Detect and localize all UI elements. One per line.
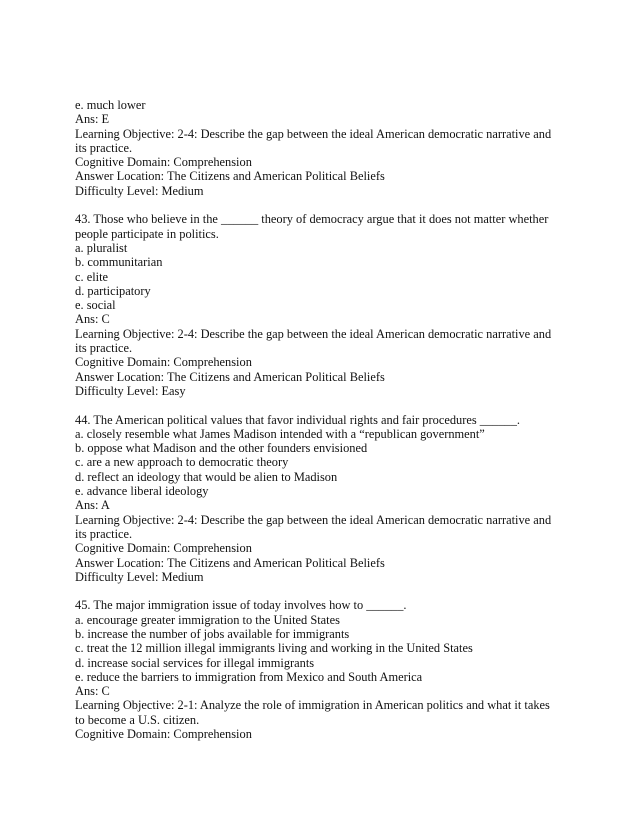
learning-objective-cont: to become a U.S. citizen. bbox=[75, 712, 200, 727]
question-block-42-tail bbox=[75, 98, 565, 198]
learning-objective-cont: its practice. bbox=[75, 526, 133, 541]
answer-key: Ans: C bbox=[75, 312, 110, 327]
answer-location: Answer Location: The Citizens and American Political Beliefs bbox=[75, 169, 385, 184]
learning-objective: Learning Objective: 2-4: Describe the gap between the ideal American democratic narrative and bbox=[75, 126, 552, 141]
answer-key: Ans: E bbox=[75, 112, 110, 127]
answer-option-a: a. pluralist bbox=[75, 240, 128, 255]
answer-option-d: d. reflect an ideology that would be alien to Madison bbox=[75, 469, 338, 484]
answer-option-e: e. social bbox=[75, 298, 116, 313]
question-stem-cont: people participate in politics. bbox=[75, 226, 219, 241]
cognitive-domain: Cognitive Domain: Comprehension bbox=[75, 155, 252, 170]
answer-key: Ans: C bbox=[75, 684, 110, 699]
answer-option-d: d. participatory bbox=[75, 283, 151, 298]
learning-objective: Learning Objective: 2-4: Describe the gap between the ideal American democratic narrative and bbox=[75, 326, 552, 341]
question-block-44 bbox=[75, 413, 565, 585]
question-stem: 43. Those who believe in the ______ theory of democracy argue that it does not matter whether bbox=[75, 212, 549, 227]
answer-option-d: d. increase social services for illegal immigrants bbox=[75, 655, 315, 670]
difficulty-level: Difficulty Level: Easy bbox=[75, 383, 186, 398]
answer-option-c: c. elite bbox=[75, 269, 109, 284]
page-content bbox=[75, 98, 565, 741]
learning-objective: Learning Objective: 2-4: Describe the gap between the ideal American democratic narrative and bbox=[75, 512, 552, 527]
answer-key: Ans: A bbox=[75, 498, 110, 513]
question-block-45 bbox=[75, 598, 565, 741]
answer-option-b: b. communitarian bbox=[75, 255, 163, 270]
cognitive-domain: Cognitive Domain: Comprehension bbox=[75, 355, 252, 370]
answer-option-e: e. much lower bbox=[75, 98, 146, 112]
answer-option-b: b. oppose what Madison and the other founders envisioned bbox=[75, 441, 368, 456]
learning-objective-cont: its practice. bbox=[75, 140, 133, 155]
answer-location: Answer Location: The Citizens and American Political Beliefs bbox=[75, 555, 385, 570]
difficulty-level: Difficulty Level: Medium bbox=[75, 569, 204, 584]
answer-location: Answer Location: The Citizens and American Political Beliefs bbox=[75, 369, 385, 384]
answer-option-e: e. advance liberal ideology bbox=[75, 484, 209, 499]
answer-option-e: e. reduce the barriers to immigration from Mexico and South America bbox=[75, 669, 423, 684]
answer-option-c: c. are a new approach to democratic theory bbox=[75, 455, 289, 470]
answer-option-c: c. treat the 12 million illegal immigrants living and working in the United States bbox=[75, 641, 473, 656]
answer-option-a: a. closely resemble what James Madison intended with a “republican government” bbox=[75, 426, 485, 441]
answer-option-a: a. encourage greater immigration to the United States bbox=[75, 612, 340, 627]
difficulty-level: Difficulty Level: Medium bbox=[75, 183, 204, 198]
answer-option-b: b. increase the number of jobs available for immigrants bbox=[75, 626, 350, 641]
cognitive-domain: Cognitive Domain: Comprehension bbox=[75, 541, 252, 556]
question-stem: 45. The major immigration issue of today involves how to ______. bbox=[75, 598, 407, 613]
learning-objective: Learning Objective: 2-1: Analyze the role of immigration in American politics and what it takes bbox=[75, 698, 550, 713]
cognitive-domain: Cognitive Domain: Comprehension bbox=[75, 727, 252, 742]
question-stem: 44. The American political values that favor individual rights and fair procedures ______. bbox=[75, 412, 521, 427]
question-block-43 bbox=[75, 212, 565, 398]
learning-objective-cont: its practice. bbox=[75, 341, 133, 356]
